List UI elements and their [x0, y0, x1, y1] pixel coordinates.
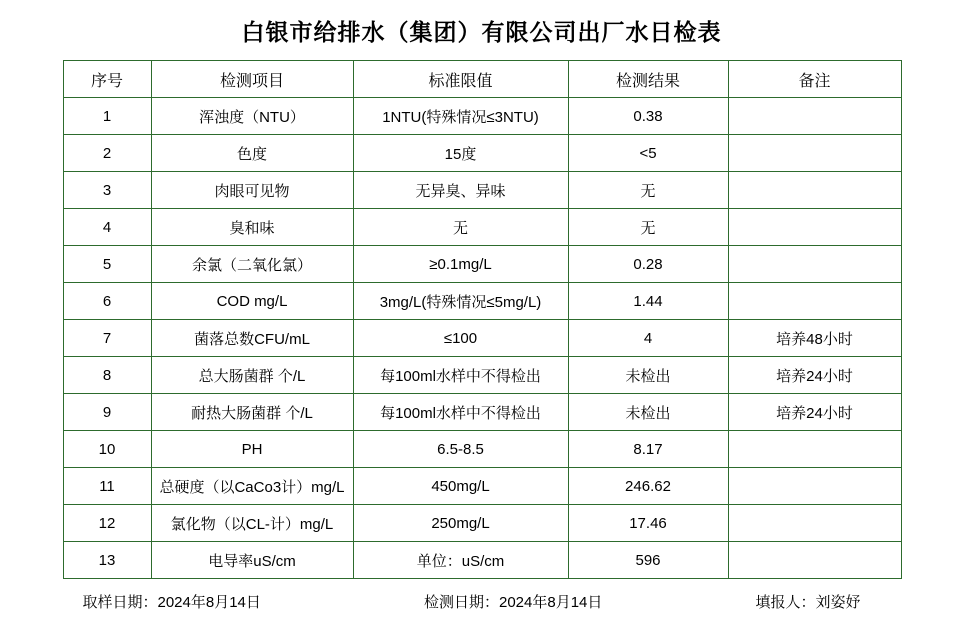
- cell-result: 无: [568, 209, 728, 246]
- cell-result: 0.38: [568, 98, 728, 135]
- cell-item: COD mg/L: [151, 283, 353, 320]
- cell-remark: [728, 283, 901, 320]
- table-row: [63, 135, 901, 172]
- cell-remark: [728, 468, 901, 505]
- cell-result: 未检出: [568, 394, 728, 431]
- water-quality-table: [63, 60, 902, 579]
- cell-result: <5: [568, 135, 728, 172]
- cell-no: 6: [63, 283, 151, 320]
- table-row: [63, 505, 901, 542]
- cell-limit: 每100ml水样中不得检出: [353, 394, 568, 431]
- table-row: [63, 320, 901, 357]
- table-row: [63, 542, 901, 579]
- header-limit: 标准限值: [353, 61, 568, 98]
- header-item: 检测项目: [151, 61, 353, 98]
- cell-remark: [728, 98, 901, 135]
- cell-item: 耐热大肠菌群 个/L: [151, 394, 353, 431]
- table-row: [63, 357, 901, 394]
- reporter: 填报人：刘姿妤: [755, 594, 861, 611]
- cell-no: 2: [63, 135, 151, 172]
- cell-no: 7: [63, 320, 151, 357]
- cell-result: 未检出: [568, 357, 728, 394]
- cell-limit: 6.5-8.5: [353, 431, 568, 468]
- table-row: [63, 431, 901, 468]
- table-row: [63, 394, 901, 431]
- cell-no: 11: [63, 468, 151, 505]
- cell-no: 8: [63, 357, 151, 394]
- cell-item: PH: [151, 431, 353, 468]
- cell-no: 3: [63, 172, 151, 209]
- cell-item: 色度: [151, 135, 353, 172]
- table-row: [63, 283, 901, 320]
- table-row: [63, 172, 901, 209]
- cell-no: 12: [63, 505, 151, 542]
- cell-result: 246.62: [568, 468, 728, 505]
- cell-result: 无: [568, 172, 728, 209]
- cell-remark: [728, 505, 901, 542]
- report-table-wrap: [63, 60, 901, 579]
- header-remark: 备注: [728, 61, 901, 98]
- cell-result: 8.17: [568, 431, 728, 468]
- cell-remark: [728, 246, 901, 283]
- cell-item: 臭和味: [151, 209, 353, 246]
- cell-remark: [728, 431, 901, 468]
- cell-result: 4: [568, 320, 728, 357]
- cell-item: 肉眼可见物: [151, 172, 353, 209]
- sampling-date: 取样日期：2024年8月14日: [82, 594, 261, 611]
- cell-limit: 3mg/L(特殊情况≤5mg/L): [353, 283, 568, 320]
- cell-result: 17.46: [568, 505, 728, 542]
- cell-remark: [728, 135, 901, 172]
- cell-remark: [728, 542, 901, 579]
- cell-limit: 单位：uS/cm: [353, 542, 568, 579]
- cell-result: 1.44: [568, 283, 728, 320]
- table-body: [63, 98, 901, 579]
- cell-result: 0.28: [568, 246, 728, 283]
- cell-limit: 250mg/L: [353, 505, 568, 542]
- cell-no: 1: [63, 98, 151, 135]
- cell-item: 氯化物（以CL-计）mg/L: [151, 505, 353, 542]
- cell-limit: 15度: [353, 135, 568, 172]
- cell-item: 总硬度（以CaCo3计）mg/L: [151, 468, 353, 505]
- cell-limit: 无: [353, 209, 568, 246]
- cell-limit: ≤100: [353, 320, 568, 357]
- cell-limit: 450mg/L: [353, 468, 568, 505]
- table-header: [63, 61, 901, 98]
- cell-remark: [728, 209, 901, 246]
- cell-remark: 培养24小时: [728, 394, 901, 431]
- cell-item: 总大肠菌群 个/L: [151, 357, 353, 394]
- table-header-row: [63, 61, 901, 98]
- cell-item: 电导率uS/cm: [151, 542, 353, 579]
- cell-result: 596: [568, 542, 728, 579]
- cell-no: 13: [63, 542, 151, 579]
- report-footer: [63, 579, 901, 612]
- table-row: [63, 246, 901, 283]
- cell-limit: 每100ml水样中不得检出: [353, 357, 568, 394]
- cell-item: 余氯（二氧化氯）: [151, 246, 353, 283]
- header-no: 序号: [63, 61, 151, 98]
- cell-no: 4: [63, 209, 151, 246]
- cell-remark: 培养48小时: [728, 320, 901, 357]
- cell-remark: [728, 172, 901, 209]
- page-title: 白银市给排水（集团）有限公司出厂水日检表: [241, 19, 722, 45]
- cell-item: 菌落总数CFU/mL: [151, 320, 353, 357]
- table-row: [63, 98, 901, 135]
- cell-item: 浑浊度（NTU）: [151, 98, 353, 135]
- cell-limit: 1NTU(特殊情况≤3NTU): [353, 98, 568, 135]
- testing-date: 检测日期：2024年8月14日: [423, 594, 603, 611]
- cell-no: 9: [63, 394, 151, 431]
- cell-no: 10: [63, 431, 151, 468]
- cell-remark: 培养24小时: [728, 357, 901, 394]
- table-row: [63, 468, 901, 505]
- table-row: [63, 209, 901, 246]
- cell-limit: 无异臭、异味: [353, 172, 568, 209]
- cell-limit: ≥0.1mg/L: [353, 246, 568, 283]
- cell-no: 5: [63, 246, 151, 283]
- header-result: 检测结果: [568, 61, 728, 98]
